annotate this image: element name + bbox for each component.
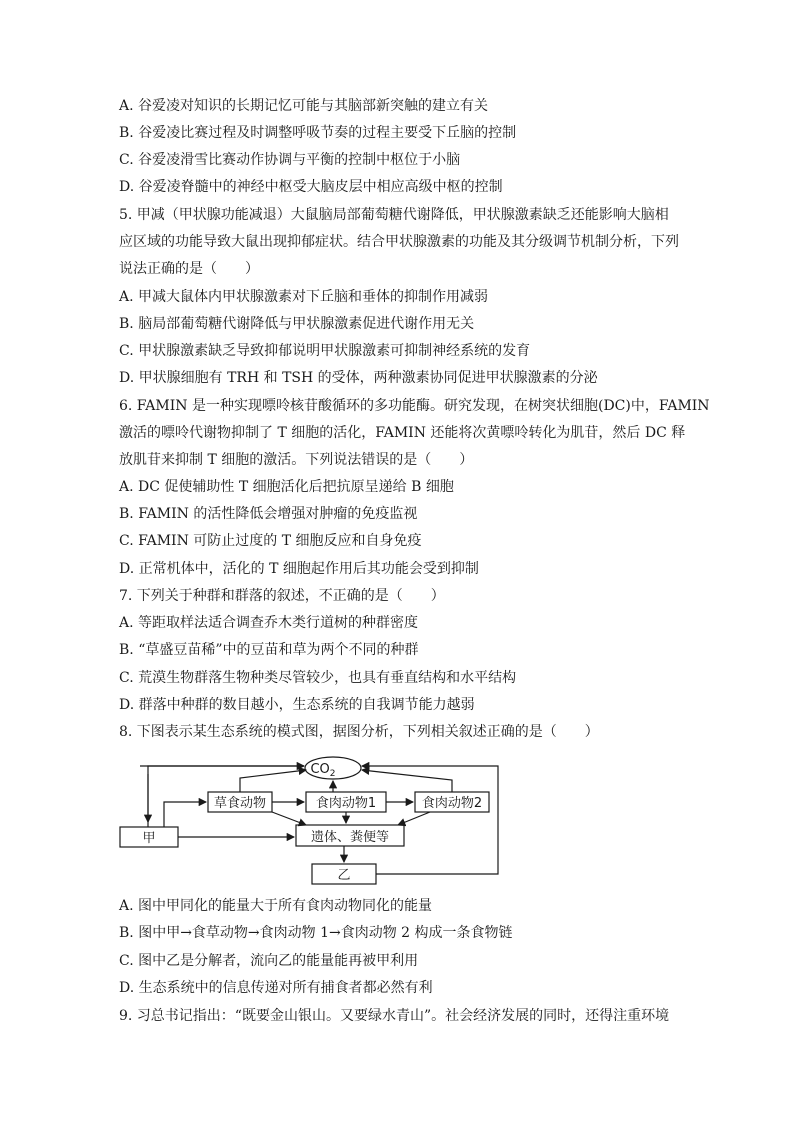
q9-stem: 9. 习总书记指出：“既要金山银山。又要绿水青山”。社会经济发展的同时，还得注重环境 bbox=[119, 1008, 670, 1024]
q6-option-c: C. FAMIN 可防止过度的 T 细胞反应和自身免疫 bbox=[119, 533, 422, 549]
q4-option-a: A. 谷爱凌对知识的长期记忆可能与其脑部新突触的建立有关 bbox=[119, 98, 489, 114]
q8-option-a: A. 图中甲同化的能量大于所有食肉动物同化的能量 bbox=[119, 898, 433, 914]
q7-option-c: C. 荒漠生物群落生物种类尽管较少，也具有垂直结构和水平结构 bbox=[119, 670, 517, 686]
q8-option-b: B. 图中甲→食草动物→食肉动物 1→食肉动物 2 构成一条食物链 bbox=[119, 925, 513, 941]
q8-option-d: D. 生态系统中的信息传递对所有捕食者都必然有利 bbox=[119, 980, 433, 996]
q6-option-b: B. FAMIN 的活性降低会增强对肿瘤的免疫监视 bbox=[119, 506, 418, 522]
q6-stem-line-2: 激活的嘌呤代谢物抑制了 T 细胞的活化，FAMIN 还能将次黄嘌呤转化为肌苷，然后 DC 释 bbox=[119, 425, 686, 441]
q6-option-d: D. 正常机体中，活化的 T 细胞起作用后其功能会受到抑制 bbox=[119, 561, 479, 577]
q7-stem: 7. 下列关于种群和群落的叙述，不正确的是（ ） bbox=[119, 588, 445, 604]
co2-subscript: 2 bbox=[329, 769, 336, 779]
producer-label: 甲 bbox=[142, 831, 156, 846]
q5-stem-line-3: 说法正确的是（ ） bbox=[119, 261, 259, 277]
q5-option-d: D. 甲状腺细胞有 TRH 和 TSH 的受体，两种激素协同促进甲状腺激素的分泌 bbox=[119, 370, 598, 386]
carnivore1-label: 食肉动物1 bbox=[315, 796, 377, 811]
q5-option-c: C. 甲状腺激素缺乏导致抑郁说明甲状腺激素可抑制神经系统的发育 bbox=[119, 343, 531, 359]
q5-option-b: B. 脑局部葡萄糖代谢降低与甲状腺激素促进代谢作用无关 bbox=[119, 316, 475, 332]
remains-label: 遗体、粪便等 bbox=[310, 830, 390, 845]
q8-stem: 8. 下图表示某生态系统的模式图，据图分析，下列相关叙述正确的是（ ） bbox=[119, 724, 599, 740]
q6-option-a: A. DC 促使辅助性 T 细胞活化后把抗原呈递给 B 细胞 bbox=[119, 479, 454, 495]
q6-stem-line-1: 6. FAMIN 是一种实现嘌呤核苷酸循环的多功能酶。研究发现，在树突状细胞(DC)中，FAMIN bbox=[119, 398, 710, 414]
co2-label: $CO_2$ bbox=[310, 762, 336, 779]
q4-option-b: B. 谷爱凌比赛过程及时调整呼吸节奏的过程主要受下丘脑的控制 bbox=[119, 125, 517, 141]
q5-option-a: A. 甲减大鼠体内甲状腺激素对下丘脑和垂体的抑制作用减弱 bbox=[119, 289, 489, 305]
herbivore-label: 草食动物 bbox=[213, 796, 267, 811]
q7-option-d: D. 群落中种群的数目越小，生态系统的自我调节能力越弱 bbox=[119, 697, 475, 713]
q5-stem-line-2: 应区域的功能导致大鼠出现抑郁症状。结合甲状腺激素的功能及其分级调节机制分析，下列 bbox=[119, 234, 679, 250]
q4-option-d: D. 谷爱凌脊髓中的神经中枢受大脑皮层中相应高级中枢的控制 bbox=[119, 179, 503, 195]
q7-option-b: B. “草盛豆苗稀”中的豆苗和草为两个不同的种群 bbox=[119, 642, 419, 658]
q8-option-c: C. 图中乙是分解者，流向乙的能量能再被甲利用 bbox=[119, 953, 419, 969]
decomposer-label: 乙 bbox=[337, 868, 351, 883]
q6-stem-line-3: 放肌苷来抑制 T 细胞的激活。下列说法错误的是（ ） bbox=[119, 452, 474, 468]
q5-stem-line-1: 5. 甲减（甲状腺功能减退）大鼠脑局部葡萄糖代谢降低，甲状腺激素缺乏还能影响大脑相 bbox=[119, 207, 669, 223]
ecosystem-diagram bbox=[110, 756, 510, 890]
q4-option-c: C. 谷爱凌滑雪比赛动作协调与平衡的控制中枢位于小脑 bbox=[119, 152, 461, 168]
q7-option-a: A. 等距取样法适合调查乔木类行道树的种群密度 bbox=[119, 615, 419, 631]
carnivore2-label: 食肉动物2 bbox=[421, 796, 483, 811]
